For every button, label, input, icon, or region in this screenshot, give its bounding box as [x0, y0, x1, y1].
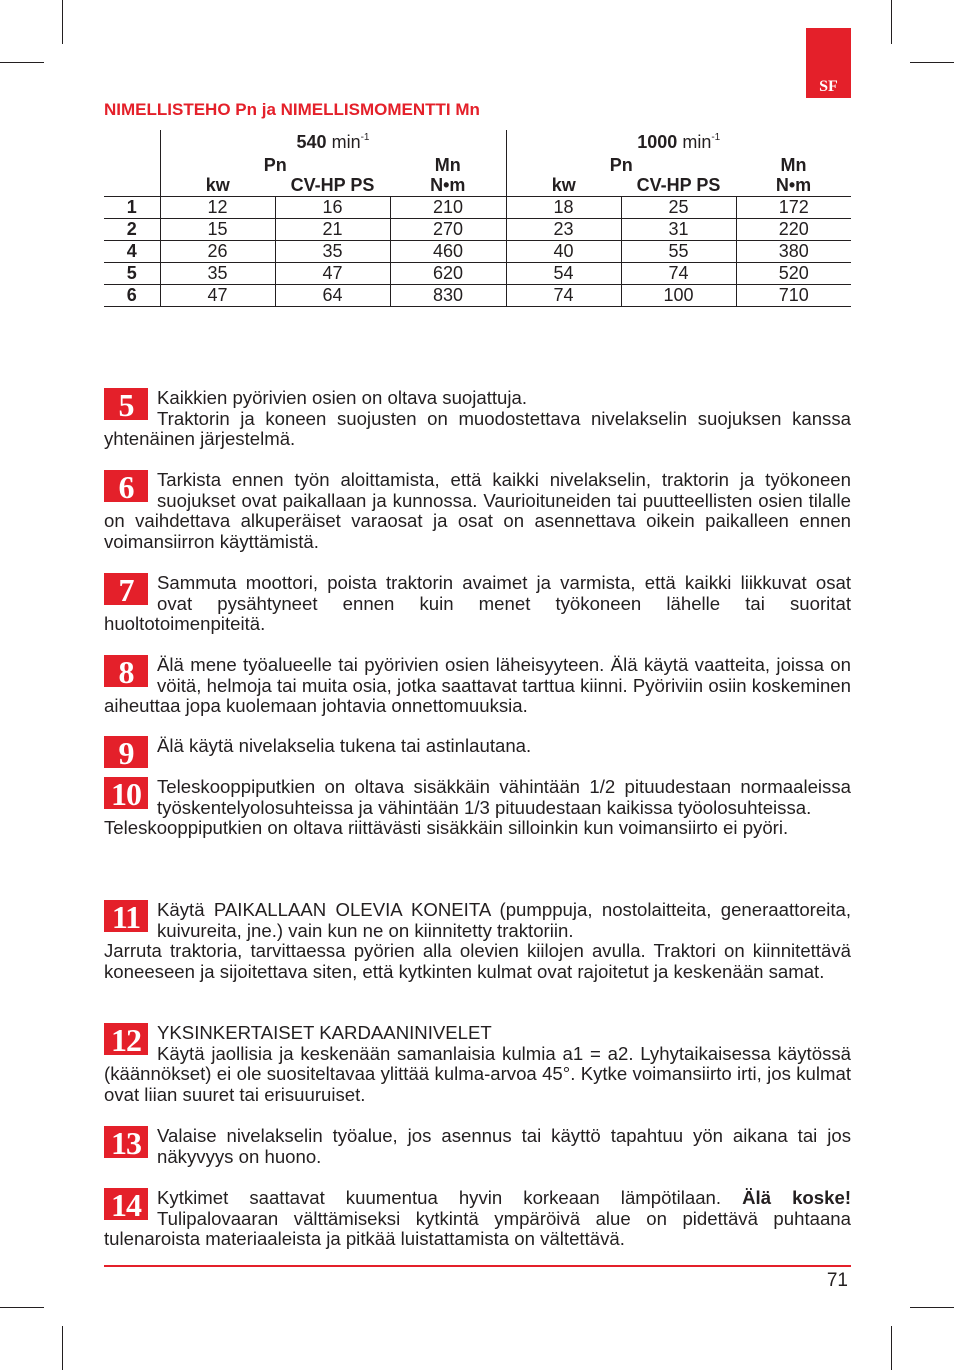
safety-item-11: [104, 900, 851, 982]
table-cell: 74: [506, 285, 621, 307]
item-text: Jarruta traktoria, tarvittaessa pyörien alla olevien kiilojen avulla. Traktori on kiinnitettävä koneeseen ja sijoitettava siten, että kytkinten kulmat ovat rajoitetut ja keskenään samat.: [104, 940, 851, 982]
item-number-badge: 5: [104, 388, 148, 420]
pn-header: Pn: [160, 154, 390, 175]
table-cell: 270: [390, 219, 506, 241]
crop-mark: [0, 1307, 44, 1308]
safety-item-7: [104, 573, 851, 635]
table-cell: 12: [160, 197, 275, 219]
table-cell: 55: [621, 241, 736, 263]
kw-header: kw: [506, 175, 621, 197]
speed-540-header: 540 $\min^{-1}$: [160, 130, 506, 154]
item-text: Kaikkien pyörivien osien on oltava suojattuja.: [157, 387, 528, 408]
crop-mark: [62, 1326, 63, 1370]
table-cell: 54: [506, 263, 621, 285]
nm-header: N•m: [736, 175, 851, 197]
item-number-badge: 10: [104, 777, 148, 809]
table-row: [104, 241, 851, 263]
item-number-badge: 7: [104, 573, 148, 605]
table-cell: 26: [160, 241, 275, 263]
table-cell: 380: [736, 241, 851, 263]
language-tab: SF: [806, 28, 851, 98]
footer-rule: [104, 1265, 851, 1267]
item-number-badge: 9: [104, 736, 148, 768]
table-cell: 18: [506, 197, 621, 219]
crop-mark: [910, 62, 954, 63]
crop-mark: [62, 0, 63, 44]
row-label: 1: [104, 197, 160, 219]
safety-item-8: [104, 655, 851, 717]
item-text: Älä mene työalueelle tai pyörivien osien läheisyyteen. Älä käytä vaatteita, joissa on vöitä, helmoja tai muita osia, jotka saattavat tarttua kiinni. Pyöriviin osiin koskeminen aiheuttaa jopa kuolemaan johtavia onnettomuuksia.: [104, 654, 851, 717]
table-cell: 25: [621, 197, 736, 219]
item-text: Teleskooppiputkien on oltava riittävästi sisäkkäin silloinkin kun voimansiirto ei pyöri.: [104, 817, 789, 839]
safety-item-12: [104, 1023, 851, 1105]
table-cell: 74: [621, 263, 736, 285]
safety-item-6: [104, 470, 851, 552]
table-row: [104, 197, 851, 219]
safety-item-5: [104, 388, 851, 450]
crop-mark: [891, 0, 892, 44]
item-text: Käytä PAIKALLAAN OLEVIA KONEITA (pumppuja, nostolaitteita, generaattoreita, kuivureita, jne.) vain kun ne on kiinnitetty traktoriin.: [157, 899, 851, 941]
table-cell: 64: [275, 285, 390, 307]
table-cell: 16: [275, 197, 390, 219]
speed-1000-header: 1000 $\min^{-1}$: [506, 130, 851, 154]
table-cell: 830: [390, 285, 506, 307]
item-text: Traktorin ja koneen suojusten on muodostettava nivelakselin suojuksen kanssa yhtenäinen järjestelmä.: [104, 407, 851, 450]
safety-item-10: [104, 777, 851, 839]
pn-header: Pn: [506, 154, 736, 175]
item-number-badge: 8: [104, 655, 148, 687]
item-text: Käytä jaollisia ja keskenään samanlaisia kulmia a1 = a2. Lyhytaikaisessa käytössä (käännökset) ei ole suositeltavaa ylittää kulma-arvoa 45°. Kytke voimansiirto irti, jos kulmat ovat liian suuret tai erisuuruiset.: [104, 1042, 851, 1105]
item-text: Älä käytä nivelakselia tukena tai astinlautana.: [157, 735, 532, 756]
table-cell: 710: [736, 285, 851, 307]
table-row: [104, 219, 851, 241]
table-row: [104, 285, 851, 307]
table-cell: 21: [275, 219, 390, 241]
safety-item-14: [104, 1188, 851, 1250]
table-cell: 47: [275, 263, 390, 285]
table-cell: 15: [160, 219, 275, 241]
table-cell: 31: [621, 219, 736, 241]
safety-item-9: [104, 735, 851, 771]
item-number-badge: 14: [104, 1188, 148, 1220]
row-label: 5: [104, 263, 160, 285]
table-cell: 35: [275, 241, 390, 263]
table-cell: 172: [736, 197, 851, 219]
table-cell: 210: [390, 197, 506, 219]
safety-item-13: [104, 1126, 851, 1167]
mn-header: Mn: [434, 154, 461, 175]
section-title: NIMELLISTEHO Pn ja NIMELLISMOMENTTI Mn: [104, 100, 480, 119]
crop-mark: [910, 1307, 954, 1308]
table-cell: 100: [621, 285, 736, 307]
item-number-badge: 12: [104, 1023, 148, 1055]
table-cell: 520: [736, 263, 851, 285]
item-number-badge: 6: [104, 470, 148, 502]
page-number: 71: [826, 1270, 848, 1291]
table-cell: 220: [736, 219, 851, 241]
table-row: [104, 263, 851, 285]
cvhp-header: CV-HP PS: [275, 175, 390, 197]
item-heading: YKSINKERTAISET KARDAANINIVELET: [157, 1022, 492, 1043]
mn-header: Mn: [780, 154, 807, 175]
item-text: Teleskooppiputkien on oltava sisäkkäin vähintään 1/2 pituudestaan normaaleissa työskentelyolosuhteissa ja vähintään 1/3 pituudestaan kaikissa työolosuhteissa.: [157, 776, 851, 818]
warning-text: Älä koske!: [742, 1187, 852, 1208]
nm-header: N•m: [390, 175, 506, 197]
row-label: 4: [104, 241, 160, 263]
table-cell: 23: [506, 219, 621, 241]
item-number-badge: 13: [104, 1126, 148, 1158]
row-label: 2: [104, 219, 160, 241]
table-cell: 47: [160, 285, 275, 307]
table-cell: 35: [160, 263, 275, 285]
table-cell: 620: [390, 263, 506, 285]
table-cell: 40: [506, 241, 621, 263]
item-text: Kytkimet saattavat kuumentua hyvin korkeaan lämpötilaan.: [157, 1187, 722, 1208]
item-number-badge: 11: [104, 900, 148, 932]
item-text: Tarkista ennen työn aloittamista, että kaikki nivelakselin, traktorin ja työkoneen suojukset ovat paikallaan ja kunnossa. Vaurioituneiden tai puutteellisten osien tilalle on vaihdettava alkuperäiset varaosat ja osat on asennettava oikein paikalleen ennen voimansiirron käyttämistä.: [104, 469, 851, 552]
power-torque-table: [104, 130, 851, 307]
table-cell: 460: [390, 241, 506, 263]
row-label: 6: [104, 285, 160, 307]
item-text: Sammuta moottori, poista traktorin avaimet ja varmista, että kaikki liikkuvat osat ovat pysähtyneet ennen kuin menet työkoneen lähelle tai suoritat huoltotoimenpiteitä.: [104, 572, 851, 635]
cvhp-header: CV-HP PS: [621, 175, 736, 197]
item-text: Valaise nivelakselin työalue, jos asennus tai käyttö tapahtuu yön aikana tai jos näkyvyys on huono.: [157, 1125, 851, 1167]
crop-mark: [891, 1326, 892, 1370]
item-text: Tulipalovaaran välttämiseksi kytkintä ympäröivä alue on pidettävä puhtaana tulenaroista materiaaleista ja pitkää luistattamista on vältettävä.: [104, 1207, 851, 1250]
kw-header: kw: [160, 175, 275, 197]
crop-mark: [0, 62, 44, 63]
